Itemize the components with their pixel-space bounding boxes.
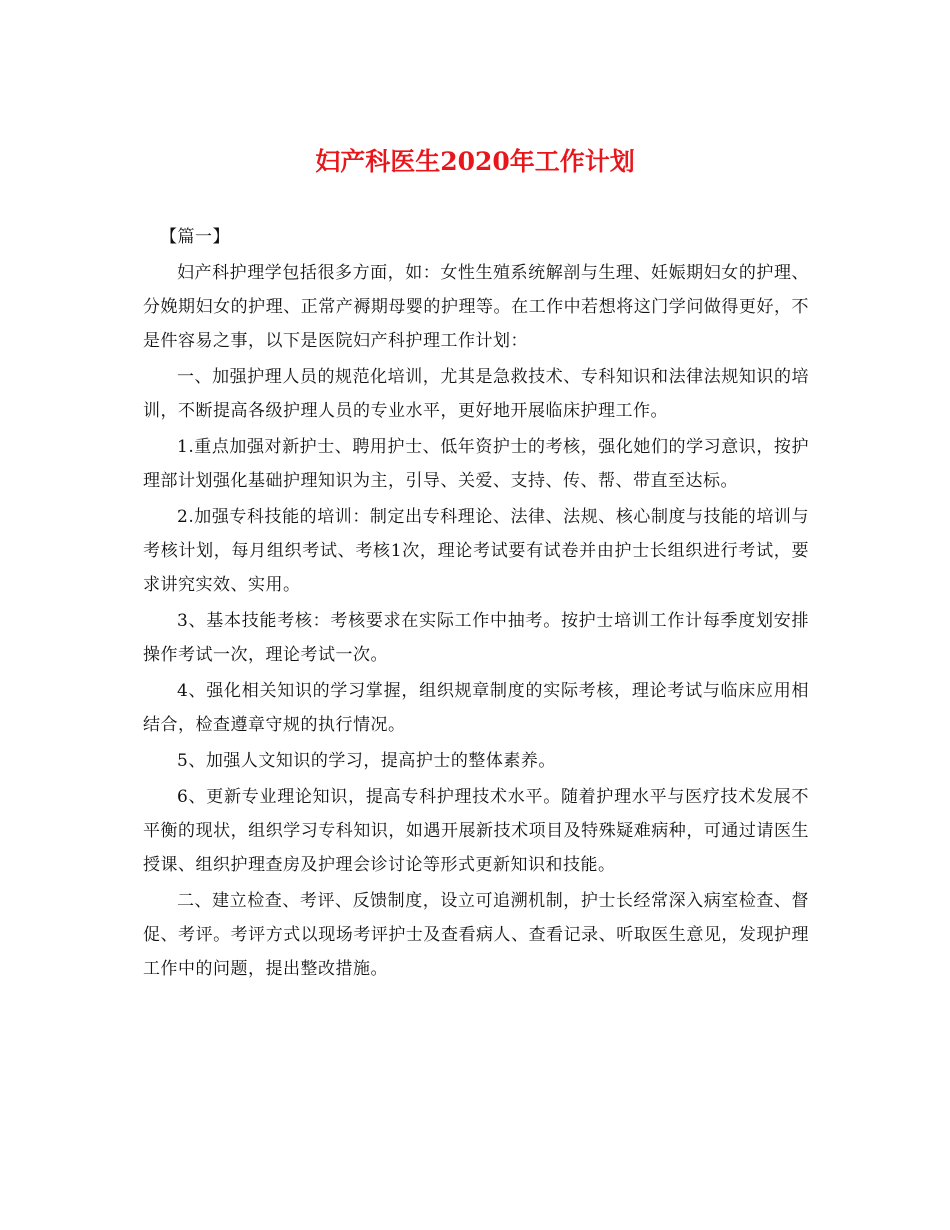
paragraph-item-4: 4、强化相关知识的学习掌握，组织规章制度的实际考核，理论考试与临床应用相结合，检查遵章守规的执行情况。 [143,681,809,735]
document-body [143,220,809,988]
paragraph-item-5: 5、加强人文知识的学习，提高护士的整体素养。 [177,751,556,771]
paragraph-intro: 妇产科护理学包括很多方面，如：女性生殖系统解剖与生理、妊娠期妇女的护理、分娩期妇女的护理、正常产褥期母婴的护理等。在工作中若想将这门学问做得更好，不是件容易之事，以下是医院妇产科护理工作计划： [143,263,809,351]
section-label: 【篇一】 [160,227,230,247]
paragraph-item-1: 1.重点加强对新护士、聘用护士、低年资护士的考核，强化她们的学习意识，按护理部计划强化基础护理知识为主，引导、关爱、支持、传、帮、带直至达标。 [143,437,809,491]
paragraph-section-1: 一、加强护理人员的规范化培训，尤其是急救技术、专科知识和法律法规知识的培训，不断提高各级护理人员的专业水平，更好地开展临床护理工作。 [143,367,809,421]
paragraph-item-3: 3、基本技能考核：考核要求在实际工作中抽考。按护士培训工作计每季度划安排操作考试一次，理论考试一次。 [143,611,809,665]
paragraph-section-2: 二、建立检查、考评、反馈制度，设立可追溯机制，护士长经常深入病室检查、督促、考评。考评方式以现场考评护士及查看病人、查看记录、听取医生意见，发现护理工作中的问题，提出整改措施。 [143,891,809,979]
paragraph-item-2: 2.加强专科技能的培训：制定出专科理论、法律、法规、核心制度与技能的培训与考核计划，每月组织考试、考核1次，理论考试要有试卷并由护士长组织进行考试，要求讲究实效、实用。 [143,507,809,595]
document-title: 妇产科医生2020年工作计划 [315,147,635,176]
paragraph-item-6: 6、更新专业理论知识，提高专科护理技术水平。随着护理水平与医疗技术发展不平衡的现状，组织学习专科知识，如遇开展新技术项目及特殊疑难病种，可通过请医生授课、组织护理查房及护理会诊讨论等形式更新知识和技能。 [143,787,809,875]
